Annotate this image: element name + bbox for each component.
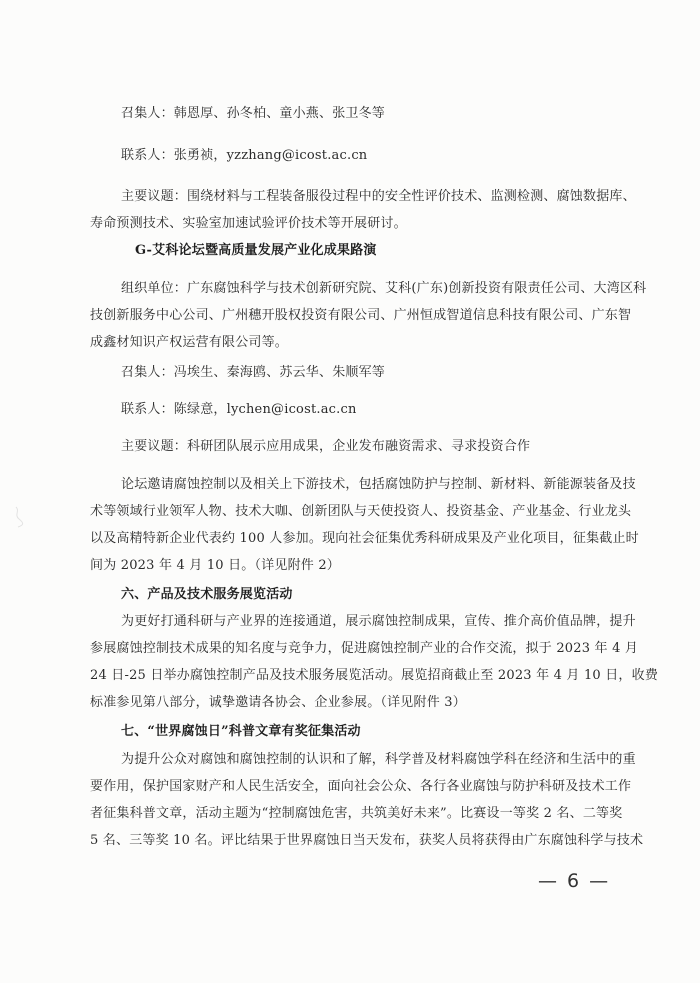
heading-text: G-艾科论坛暨高质量发展产业化成果路演: [135, 243, 377, 258]
text-line: 间为 2023 年 4 月 10 日。（详见附件 2）: [90, 558, 340, 573]
text-line: 标准参见第八部分，诚挚邀请各协会、企业参展。（详见附件 3）: [90, 695, 466, 710]
text-line: 者征集科普文章，活动主题为“控制腐蚀危害，共筑美好未来”。比赛设一等奖 2 名、二等奖: [90, 806, 623, 821]
topic-paragraph-1: [121, 183, 636, 210]
section-g-title: [135, 237, 377, 264]
text-line: 参展腐蚀控制技术成果的知名度与竞争力，促进腐蚀控制产业的合作交流，拟于 2023 年 4 月: [90, 641, 639, 656]
contact-line-1: [121, 142, 367, 169]
text-line: 以及高精特新企业代表约 100 人参加。现向社会征集优秀科研成果及产业化项目，征集截止时: [90, 531, 639, 546]
section-7-paragraph-cont: [90, 773, 643, 854]
heading-text: 六、产品及技术服务展览活动: [121, 587, 293, 602]
section-7-title: [121, 718, 361, 745]
text-line: 24 日-25 日举办腐蚀控制产品及技术服务展览活动。展览招商截止至 2023 年 4 月 10 日，收费: [90, 668, 659, 683]
text-line: 技创新服务中心公司、广州穗开股权投资有限公司、广州恒成智道信息科技有限公司、广东智: [90, 308, 632, 323]
contact-text: 联系人：张勇祯，yzzhang@icost.ac.cn: [121, 148, 368, 163]
text-line: 5 名、三等奖 10 名。评比结果于世界腐蚀日当天发布，获奖人员将获得由广东腐蚀科学与技术: [90, 833, 644, 848]
text-line: 主要议题：围绕材料与工程装备服役过程中的安全性评价技术、监测检测、腐蚀数据库、: [121, 189, 636, 204]
section-7-paragraph: [121, 746, 636, 773]
text-line: 术等领域行业领军人物、技术大咖、创新团队与天使投资人、投资基金、产业基金、行业龙头: [90, 504, 632, 519]
convener-text: 召集人：冯埃生、秦海鸥、苏云华、朱顺军等: [121, 365, 386, 380]
section-6-title: [121, 581, 293, 608]
contact-line-2: [121, 396, 357, 423]
section-6-paragraph-cont: [90, 635, 658, 716]
text-line: 主要议题：科研团队展示应用成果，企业发布融资需求、寻求投资合作: [121, 439, 531, 454]
section-6-paragraph: [121, 608, 636, 635]
topic-paragraph-1-cont: [90, 210, 407, 237]
convener-line-2: [121, 359, 385, 386]
scan-mark: [12, 505, 28, 529]
text-line: 要作用，保护国家财产和人民生活安全，面向社会公众、各行各业腐蚀与防护科研及技术工作: [90, 779, 632, 794]
page-number: — 6 —: [538, 870, 611, 892]
contact-text: 联系人：陈绿意，lychen@icost.ac.cn: [121, 402, 357, 417]
topic-line-2: [121, 433, 530, 460]
text-line: 为更好打通科研与产业界的连接通道，展示腐蚀控制成果，宣传、推介高价值品牌，提升: [121, 614, 636, 629]
forum-intro-paragraph-cont: [90, 498, 639, 579]
text-line: 成鑫材知识产权运营有限公司等。: [90, 335, 289, 350]
text-line: 寿命预测技术、实验室加速试验评价技术等开展研讨。: [90, 216, 407, 231]
text-line: 组织单位：广东腐蚀科学与技术创新研究院、艾科(广东)创新投资有限责任公司、大湾区科: [121, 281, 647, 296]
organizers-paragraph: [121, 275, 646, 302]
text-line: 论坛邀请腐蚀控制以及相关上下游技术，包括腐蚀防护与控制、新材料、新能源装备及技: [121, 477, 636, 492]
text-line: 为提升公众对腐蚀和腐蚀控制的认识和了解，科学普及材料腐蚀学科在经济和生活中的重: [121, 752, 636, 767]
heading-text: 七、“世界腐蚀日”科普文章有奖征集活动: [121, 724, 361, 739]
organizers-paragraph-cont: [90, 302, 631, 356]
forum-intro-paragraph: [121, 471, 636, 498]
convener-line-1: [121, 100, 385, 127]
convener-text: 召集人：韩恩厚、孙冬柏、童小燕、张卫冬等: [121, 106, 386, 121]
